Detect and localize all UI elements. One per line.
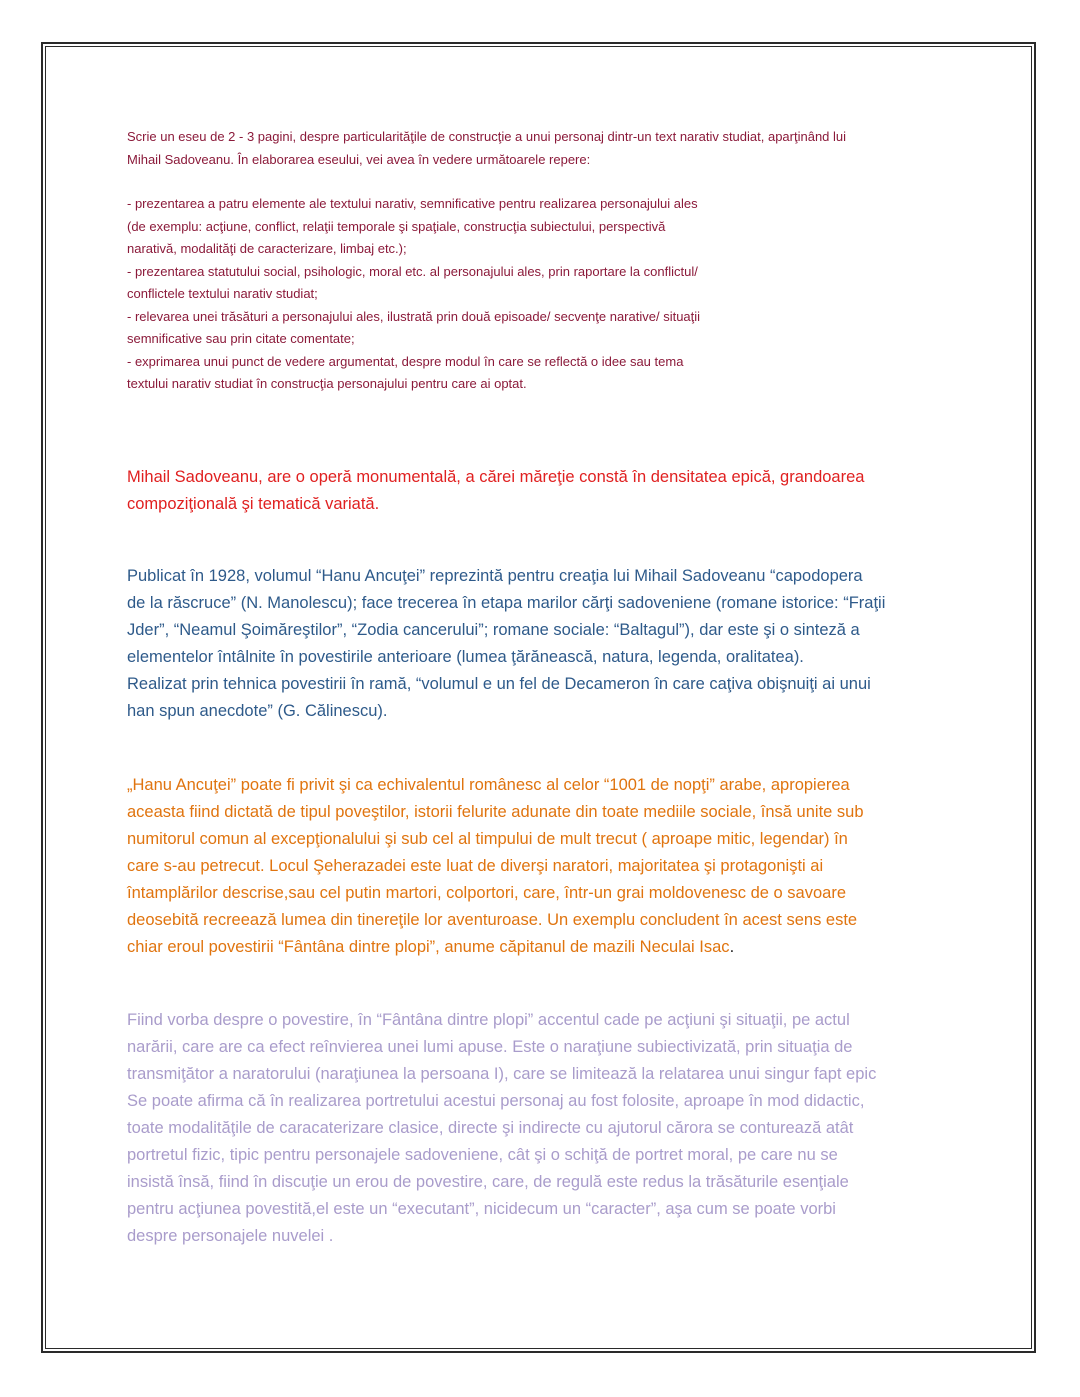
prompt-intro-line: Scrie un eseu de 2 - 3 pagini, despre particularităţile de construcţie a unui personaj dintr-un text narativ studiat, aparţinând lui — [127, 129, 847, 144]
paragraph-line: toate modalităţile de caracaterizare clasice, directe şi indirecte cu ajutorul cărora se conturează atât — [127, 1118, 854, 1137]
prompt-requirement-line: (de exemplu: acţiune, conflict, relaţii temporale şi spaţiale, construcţia subiectului, perspectivă — [127, 218, 666, 234]
paragraph-line: Realizat prin tehnica povestirii în ramă, “volumul e un fel de Decameron în care caţiva obişnuiţi ai unui — [127, 674, 871, 693]
paragraph-line: Se poate afirma că în realizarea portretului acestui personaj au fost folosite, aproape în mod didactic, — [127, 1091, 865, 1110]
essay-prompt — [127, 126, 953, 396]
paragraph-line: deosebită recreează lumea din tinereţile lor aventuroase. Un exemplu concludent în acest sens este — [127, 910, 858, 929]
paragraph-line: Fiind vorba despre o povestire, în “Fântâna dintre plopi” accentul cade pe acţiuni şi situaţii, pe actul — [127, 1010, 850, 1029]
paragraph-line: elementelor întâlnite în povestirile anterioare (lumea ţărănească, natura, legenda, oralitatea). — [127, 647, 804, 666]
paragraph-line: transmiţător a naratorului (naraţiunea la persoana I), care se limitează la relatarea unui singur fapt epic — [127, 1064, 877, 1083]
essay-paragraph-intro — [127, 464, 953, 518]
prompt-requirement-line: semnificative sau prin citate comentate; — [127, 331, 355, 346]
prompt-requirement-line: - prezentarea statutului social, psihologic, moral etc. al personajului ales, prin raportare la conflictul/ — [127, 263, 698, 279]
paragraph-line: compoziţională şi tematică variată. — [127, 494, 380, 513]
paragraph-line: care s-au petrecut. Locul Şeherazadei este luat de diverşi naratori, majoritatea şi protagonişti ai — [127, 856, 824, 875]
paragraph-line: portretul fizic, tipic pentru personajele sadoveniene, cât şi o schiţă de portret moral, pe care nu se — [127, 1145, 838, 1164]
prompt-requirement-line: - prezentarea a patru elemente ale textului narativ, semnificative pentru realizarea personajului ales — [127, 196, 698, 211]
paragraph-line: Mihail Sadoveanu, are o operă monumentală, a cărei măreţie constă în densitatea epică, grandoarea — [127, 467, 865, 486]
essay-paragraph-context — [127, 563, 953, 725]
prompt-requirement-line: textului narativ studiat în construcţia personajului pentru care ai optat. — [127, 376, 527, 391]
essay-paragraph-comparison — [127, 772, 953, 961]
prompt-intro — [127, 126, 953, 171]
paragraph-line: „Hanu Ancuţei” poate fi privit şi ca echivalentul românesc al celor “1001 de nopţi” arabe, apropierea — [127, 775, 850, 794]
paragraph-line: de la răscruce” (N. Manolescu); face trecerea în etapa marilor cărţi sadoveniene (romane istorice: “Fraţii — [127, 593, 886, 612]
prompt-requirements — [127, 193, 787, 396]
paragraph-line: despre personajele nuvelei . — [127, 1226, 334, 1245]
paragraph-line: pentru acţiunea povestită,el este un “executant”, nicidecum un “caracter”, aşa cum se poate vorbi — [127, 1199, 836, 1218]
paragraph-line-last — [127, 934, 953, 961]
prompt-requirement-line: - relevarea unei trăsături a personajului ales, ilustrată prin două episoade/ secvenţe narative/ situaţii — [127, 308, 701, 324]
paragraph-line: narării, care are ca efect reînvierea unei lumi apuse. Este o naraţiune subiectivizată, prin situaţia de — [127, 1037, 853, 1056]
paragraph-line: numitorul comun al excepţionalului şi sub cel al timpului de mult trecut ( aproape mitic, legendar) în — [127, 829, 848, 848]
paragraph-line: Jder”, “Neamul Şoimăreştilor”, “Zodia cancerului”; romane sociale: “Baltagul”), dar este şi o sinteză a — [127, 620, 860, 639]
paragraph-line: Publicat în 1928, volumul “Hanu Ancuţei” reprezintă pentru creaţia lui Mihail Sadoveanu “capodopera — [127, 566, 863, 585]
prompt-requirement-line: narativă, modalităţi de caracterizare, limbaj etc.); — [127, 241, 407, 256]
document-content — [127, 126, 953, 1250]
paragraph-line: întamplărilor descrise,sau cel putin martori, colportori, care, într-un grai moldovenesc de o savoare — [127, 883, 846, 902]
paragraph-tail: . — [729, 937, 735, 956]
paragraph-line: han spun anecdote” (G. Călinescu). — [127, 701, 388, 720]
essay-paragraph-analysis — [127, 1007, 953, 1250]
prompt-intro-line: Mihail Sadoveanu. În elaborarea eseului, vei avea în vedere următoarele repere: — [127, 151, 591, 167]
paragraph-last-text: chiar eroul povestirii “Fântâna dintre plopi”, anume căpitanul de mazili Neculai Isac — [127, 937, 730, 956]
paragraph-line: insistă însă, fiind în discuţie un erou de povestire, care, de regulă este redus la trăsăturile esenţiale — [127, 1172, 849, 1191]
paragraph-line: aceasta fiind dictată de tipul poveştilor, istorii felurite adunate din toate mediile sociale, însă unite sub — [127, 802, 864, 821]
prompt-requirement-line: conflictele textului narativ studiat; — [127, 286, 318, 301]
prompt-requirement-line: - exprimarea unui punct de vedere argumentat, despre modul în care se reflectă o idee sau tema — [127, 353, 684, 369]
